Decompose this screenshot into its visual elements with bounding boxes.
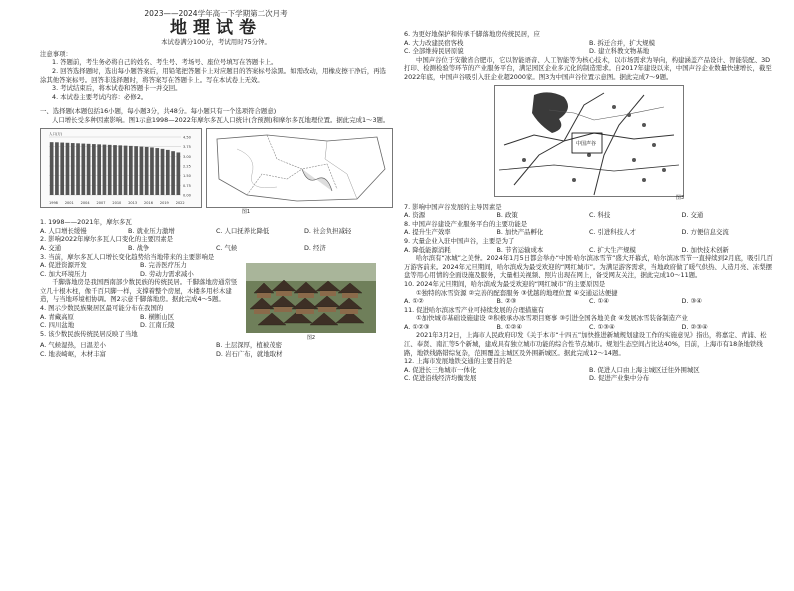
q4-option-d[interactable]: D. 江南丘陵 (140, 321, 175, 330)
q2-option-a[interactable]: A. 交通 (40, 243, 62, 252)
q5-option-c[interactable]: C. 地表崎岖，木材丰富 (40, 349, 107, 358)
q3-option-c[interactable]: C. 加大环境压力 (40, 269, 87, 278)
chart-x-tick-label: 2001 (64, 200, 74, 205)
chart-bar (155, 148, 159, 195)
q4-option-c[interactable]: C. 四川盆地 (40, 321, 75, 330)
q6-option-d[interactable]: D. 建立科教文物基地 (589, 47, 650, 56)
sound-valley-label: 中国声谷 (576, 140, 597, 147)
chart-bar (177, 152, 181, 195)
chart-bar (108, 144, 112, 194)
chart-bar (71, 143, 75, 195)
chart-bar (118, 145, 122, 195)
chart-bar (50, 142, 54, 195)
chart-bar (124, 145, 128, 194)
figure-3-caption: 图3 (675, 194, 684, 201)
q2-options (40, 244, 392, 253)
q2-stem: 2. 影响2022年摩尔多瓦人口变化的主要因素是 (40, 235, 174, 244)
left-column (40, 0, 392, 561)
chart-bar (113, 145, 117, 195)
chart-bar (103, 144, 107, 194)
section-heading: 一、选择题(本题包括16小题，每小题3分，共48分。每小题只有一个选项符合题意) (40, 107, 277, 116)
q1-option-d[interactable]: D. 社会负担减轻 (304, 226, 352, 235)
q10-option-c[interactable]: C. ①④ (589, 297, 609, 306)
q11-option-c[interactable]: C. ①③④ (589, 322, 615, 331)
chart-x-tick-label: 1998 (49, 200, 58, 205)
chart-y-tick-label: 3.75 (183, 144, 191, 149)
intro-1: 人口增长受多种因素影响。图1示意1998—2022年摩尔多瓦人口统计(含预测)和摩尔多瓦地理位置。据此完成1～3题。 (52, 115, 390, 124)
stilt-houses-photo (246, 263, 376, 333)
q9-option-a[interactable]: A. 降低能源消耗 (404, 245, 451, 254)
q5-option-b[interactable]: B. 土层深厚，植被茂密 (216, 341, 282, 350)
population-bar-chart (41, 129, 201, 207)
q12-option-c[interactable]: C. 促进沿线经济均衡发展 (404, 374, 477, 383)
q11-option-d[interactable]: D. ②③④ (681, 322, 708, 331)
q9-stem: 9. 大量企业入驻中国声谷，主要是为了 (404, 236, 515, 245)
chart-y-tick-label: 0.75 (183, 183, 191, 188)
population-chart (40, 128, 202, 208)
q9-option-b[interactable]: B. 节省运输成本 (496, 245, 544, 254)
chart-bar (166, 149, 170, 194)
chart-y-tick-label: 2.25 (183, 164, 191, 169)
chart-bar (55, 142, 59, 195)
q2-option-b[interactable]: B. 战争 (128, 243, 150, 252)
chart-x-tick-label: 2010 (112, 200, 122, 205)
q12-option-b[interactable]: B. 促进人口由上海主城区迁往外围城区 (589, 365, 700, 374)
chart-x-tick-label: 2016 (144, 200, 153, 205)
chart-bar (129, 145, 133, 194)
q12-options (404, 366, 774, 383)
q12-option-a[interactable]: A. 促进长三角城市一体化 (404, 365, 477, 374)
q7-option-d[interactable]: D. 交通 (681, 211, 704, 220)
q11-option-a[interactable]: A. ①②③ (404, 322, 430, 331)
q2-option-c[interactable]: C. 气候 (216, 243, 238, 252)
chart-y-tick-label: 0.00 (183, 193, 191, 198)
q5-option-d[interactable]: D. 岩石广布，就地取材 (216, 349, 283, 358)
chart-bar (150, 147, 154, 195)
figure-2 (246, 263, 376, 341)
q9-option-c[interactable]: C. 扩大生产规模 (589, 245, 636, 254)
chart-bar (66, 142, 70, 194)
chart-bar (60, 142, 64, 194)
intro-5: 2021年3月2日，上海市人民政府印发《关于本市“十四五”加快推进新城规划建设工作的实施意见》指出，将嘉定、青浦、松江、奉贤、南汇等5个新城，建成具有独立城市功能的综合性节点城市。规划生态空间占比达40%，目前，上海市有18条地铁线路，地铁线路错综复杂，范围覆盖主城区及外围新城区。据此完成12～14题。 (404, 331, 767, 357)
q10-options (404, 297, 774, 306)
q8-option-a[interactable]: A. 提升生产效率 (404, 228, 451, 237)
q3-fig2-block (40, 261, 392, 341)
q10-items: ①独特的冰雪资源 ②完善的配套服务 ③优越的地理位置 ④交通运达便捷 (416, 288, 618, 297)
chart-x-tick-label: 2013 (128, 200, 138, 205)
q11-items: ①加快城市基础设施建设 ②积极承办冰雪项目赛事 ③引进全国各地美食 ④发展冰雪装备制造产业 (416, 314, 688, 323)
notice-item: 4. 本试卷主要考试内容：必修2。 (52, 92, 148, 101)
q10-option-a[interactable]: A. ①② (404, 297, 424, 306)
q5-stem: 5. 该少数民族传统民居反映了当地 (40, 329, 138, 338)
chart-x-tick-label: 2022 (175, 200, 185, 205)
q6-option-a[interactable]: A. 大力改建民宿客栈 (404, 38, 464, 47)
q1-option-a[interactable]: A. 人口增长缓慢 (40, 226, 87, 235)
q3-stem: 3. 当前，摩尔多瓦人口增长变化趋势给当地带来的主要影响是 (40, 252, 215, 261)
q5-options (40, 341, 392, 358)
intro-4: 哈尔滨有“冰城”之美誉。2024年1月5日都会举办“中国·哈尔滨冰雪节”盛大开幕式，哈尔滨冰雪节一直持续到2月底，吸引几百万游客前来。2024年元旦期间，哈尔滨成为最受欢迎的“网红城市”。为满足游客需求，当地政府做了暖气供热、人造月亮、冻梨摆盘等用心用情的全面设施及服务，大量相关视频、照片出现在网上，备受网友关注，据此完成10～11题。 (404, 254, 773, 280)
q3-options (40, 261, 240, 278)
chart-x-tick-label: 2004 (80, 200, 90, 205)
q10-option-d[interactable]: D. ③④ (681, 297, 702, 306)
chart-y-tick-label: 4.50 (183, 135, 191, 140)
q11-stem: 11. 促进哈尔滨冰雪产业可持续发展的合理措施有 (404, 305, 545, 314)
q9-options (404, 246, 774, 255)
q8-option-d[interactable]: D. 方便信息交流 (681, 228, 729, 237)
q10-stem: 10. 2024年元旦期间，哈尔滨成为最受欢迎的“网红城市”的主要原因是 (404, 279, 606, 288)
q4-stem: 4. 图示少数民族聚居区最可能分布在我国的 (40, 304, 164, 313)
q10-option-b[interactable]: B. ②③ (496, 297, 517, 306)
q12-stem: 12. 上海市发展地铁交通的主要目的是 (404, 357, 513, 366)
q9-option-d[interactable]: D. 加快技术创新 (681, 245, 729, 254)
q6-option-b[interactable]: B. 拆迁合并，扩大规模 (589, 38, 655, 47)
q6-options (404, 39, 774, 56)
chart-bar (171, 151, 175, 195)
page-title: 地理试卷 (170, 17, 262, 38)
chart-bar (140, 146, 144, 194)
q7-stem: 7. 影响中国声谷发展的主导因素是 (404, 202, 502, 211)
q4-option-a[interactable]: A. 青藏高原 (40, 312, 74, 321)
q4-option-b[interactable]: B. 横断山区 (140, 312, 175, 321)
chart-y-tick-label: 1.50 (183, 173, 191, 178)
right-column (404, 0, 774, 591)
china-sound-valley-map (494, 85, 684, 197)
q8-option-c[interactable]: C. 引进科技人才 (589, 228, 636, 237)
chart-bar (161, 148, 165, 194)
moldova-map-drawing (207, 129, 392, 207)
exam-subtitle: 本试卷满分100分，考试用时75分钟。 (161, 38, 271, 47)
chart-x-tick-label: 2019 (159, 200, 169, 205)
q8-option-b[interactable]: B. 加快产品孵化 (496, 228, 544, 237)
notice-item: 2. 回答选择题时，选出每小题答案后，用铅笔把答题卡上对应题目的答案标号涂黑。如需改动，用橡皮擦干净后，再选涂其他答案标号。回答非选择题时，将答案写在答题卡上。写在本试卷上无效。 (40, 66, 387, 84)
figure-1-caption: 图1 (241, 208, 251, 215)
q1-option-b[interactable]: B. 就业压力激增 (128, 226, 175, 235)
figure-2-caption: 图2 (306, 335, 316, 342)
q5-option-a[interactable]: A. 气候湿热，日温差小 (40, 341, 106, 350)
notice-item: 1. 答题前，考生务必将自己的姓名、考生号、考场号、座位号填写在答题卡上。 (52, 58, 278, 67)
exam-header: 2023——2024学年高一下学期第二次月考 (144, 9, 288, 18)
intro-3: 中国声谷位于安徽省合肥市，它以智能语音、人工智能等为核心技术，以市场需求为导向，构建涵盖产品设计、智能装配、3D打印、检测检验等环节的产业服务平台，满足园区企业多元化的制造需求。自2017年建设以来，中国声谷企业数量快速增长，截至2022年底，中国声谷吸引入驻企业超2000家。图3为中国声谷位置示意图。据此完成7～9题。 (404, 55, 772, 81)
q7-option-c[interactable]: C. 科技 (589, 211, 611, 220)
chart-y-axis-label: 人口(万) (49, 131, 63, 136)
chart-bar (97, 144, 101, 195)
intro-2: 千脚落地房是我国西南部少数民族的传统民居。千脚落地房通常竖立几十根木柱，像千百只脚一样，支撑着整个房屋，木楼多用杉木建造，与当地环境相协调。图2示意千脚落地房。据此完成4～5题。 (40, 278, 238, 304)
q12-option-d[interactable]: D. 促进产业集中分布 (589, 374, 650, 383)
chart-bar (81, 143, 85, 194)
moldova-map (206, 128, 393, 208)
q6-option-c[interactable]: C. 全部维持民居原貌 (404, 47, 464, 56)
chart-bar (134, 146, 138, 195)
q3-option-b[interactable]: B. 完善医疗压力 (140, 261, 187, 270)
q7-option-b[interactable]: B. 政策 (496, 211, 518, 220)
notice-heading: 注意事项： (40, 49, 72, 58)
chart-bar (145, 146, 149, 194)
notice-item: 3. 考试结束后，将本试卷和答题卡一并交回。 (52, 84, 182, 93)
q8-options (404, 228, 774, 237)
figure-3 (494, 85, 684, 203)
chart-bar (92, 144, 96, 195)
q3-option-a[interactable]: A. 促进资源开发 (40, 261, 87, 270)
q1-option-c[interactable]: C. 人口抚养比降低 (216, 226, 270, 235)
chart-bar (76, 143, 80, 195)
q6-stem: 6. 为更好地保护和传承千脚落地房传统民居，应 (404, 30, 540, 38)
chart-x-tick-label: 2007 (96, 200, 106, 205)
q3-option-d[interactable]: D. 劳动力需求减小 (140, 269, 194, 278)
q7-option-a[interactable]: A. 资源 (404, 211, 426, 220)
q8-stem: 8. 中国声谷建设产业服务平台的主要功能是 (404, 219, 528, 228)
q2-option-d[interactable]: D. 经济 (304, 243, 326, 252)
figure-1 (40, 128, 392, 208)
q1-stem: 1. 1998——2021年，摩尔多瓦 (40, 218, 132, 227)
q7-options (404, 211, 774, 220)
q11-option-b[interactable]: B. ①②④ (496, 322, 523, 331)
q4-options (40, 313, 240, 330)
chart-y-tick-label: 3.00 (183, 154, 191, 159)
chart-bar (87, 143, 91, 194)
